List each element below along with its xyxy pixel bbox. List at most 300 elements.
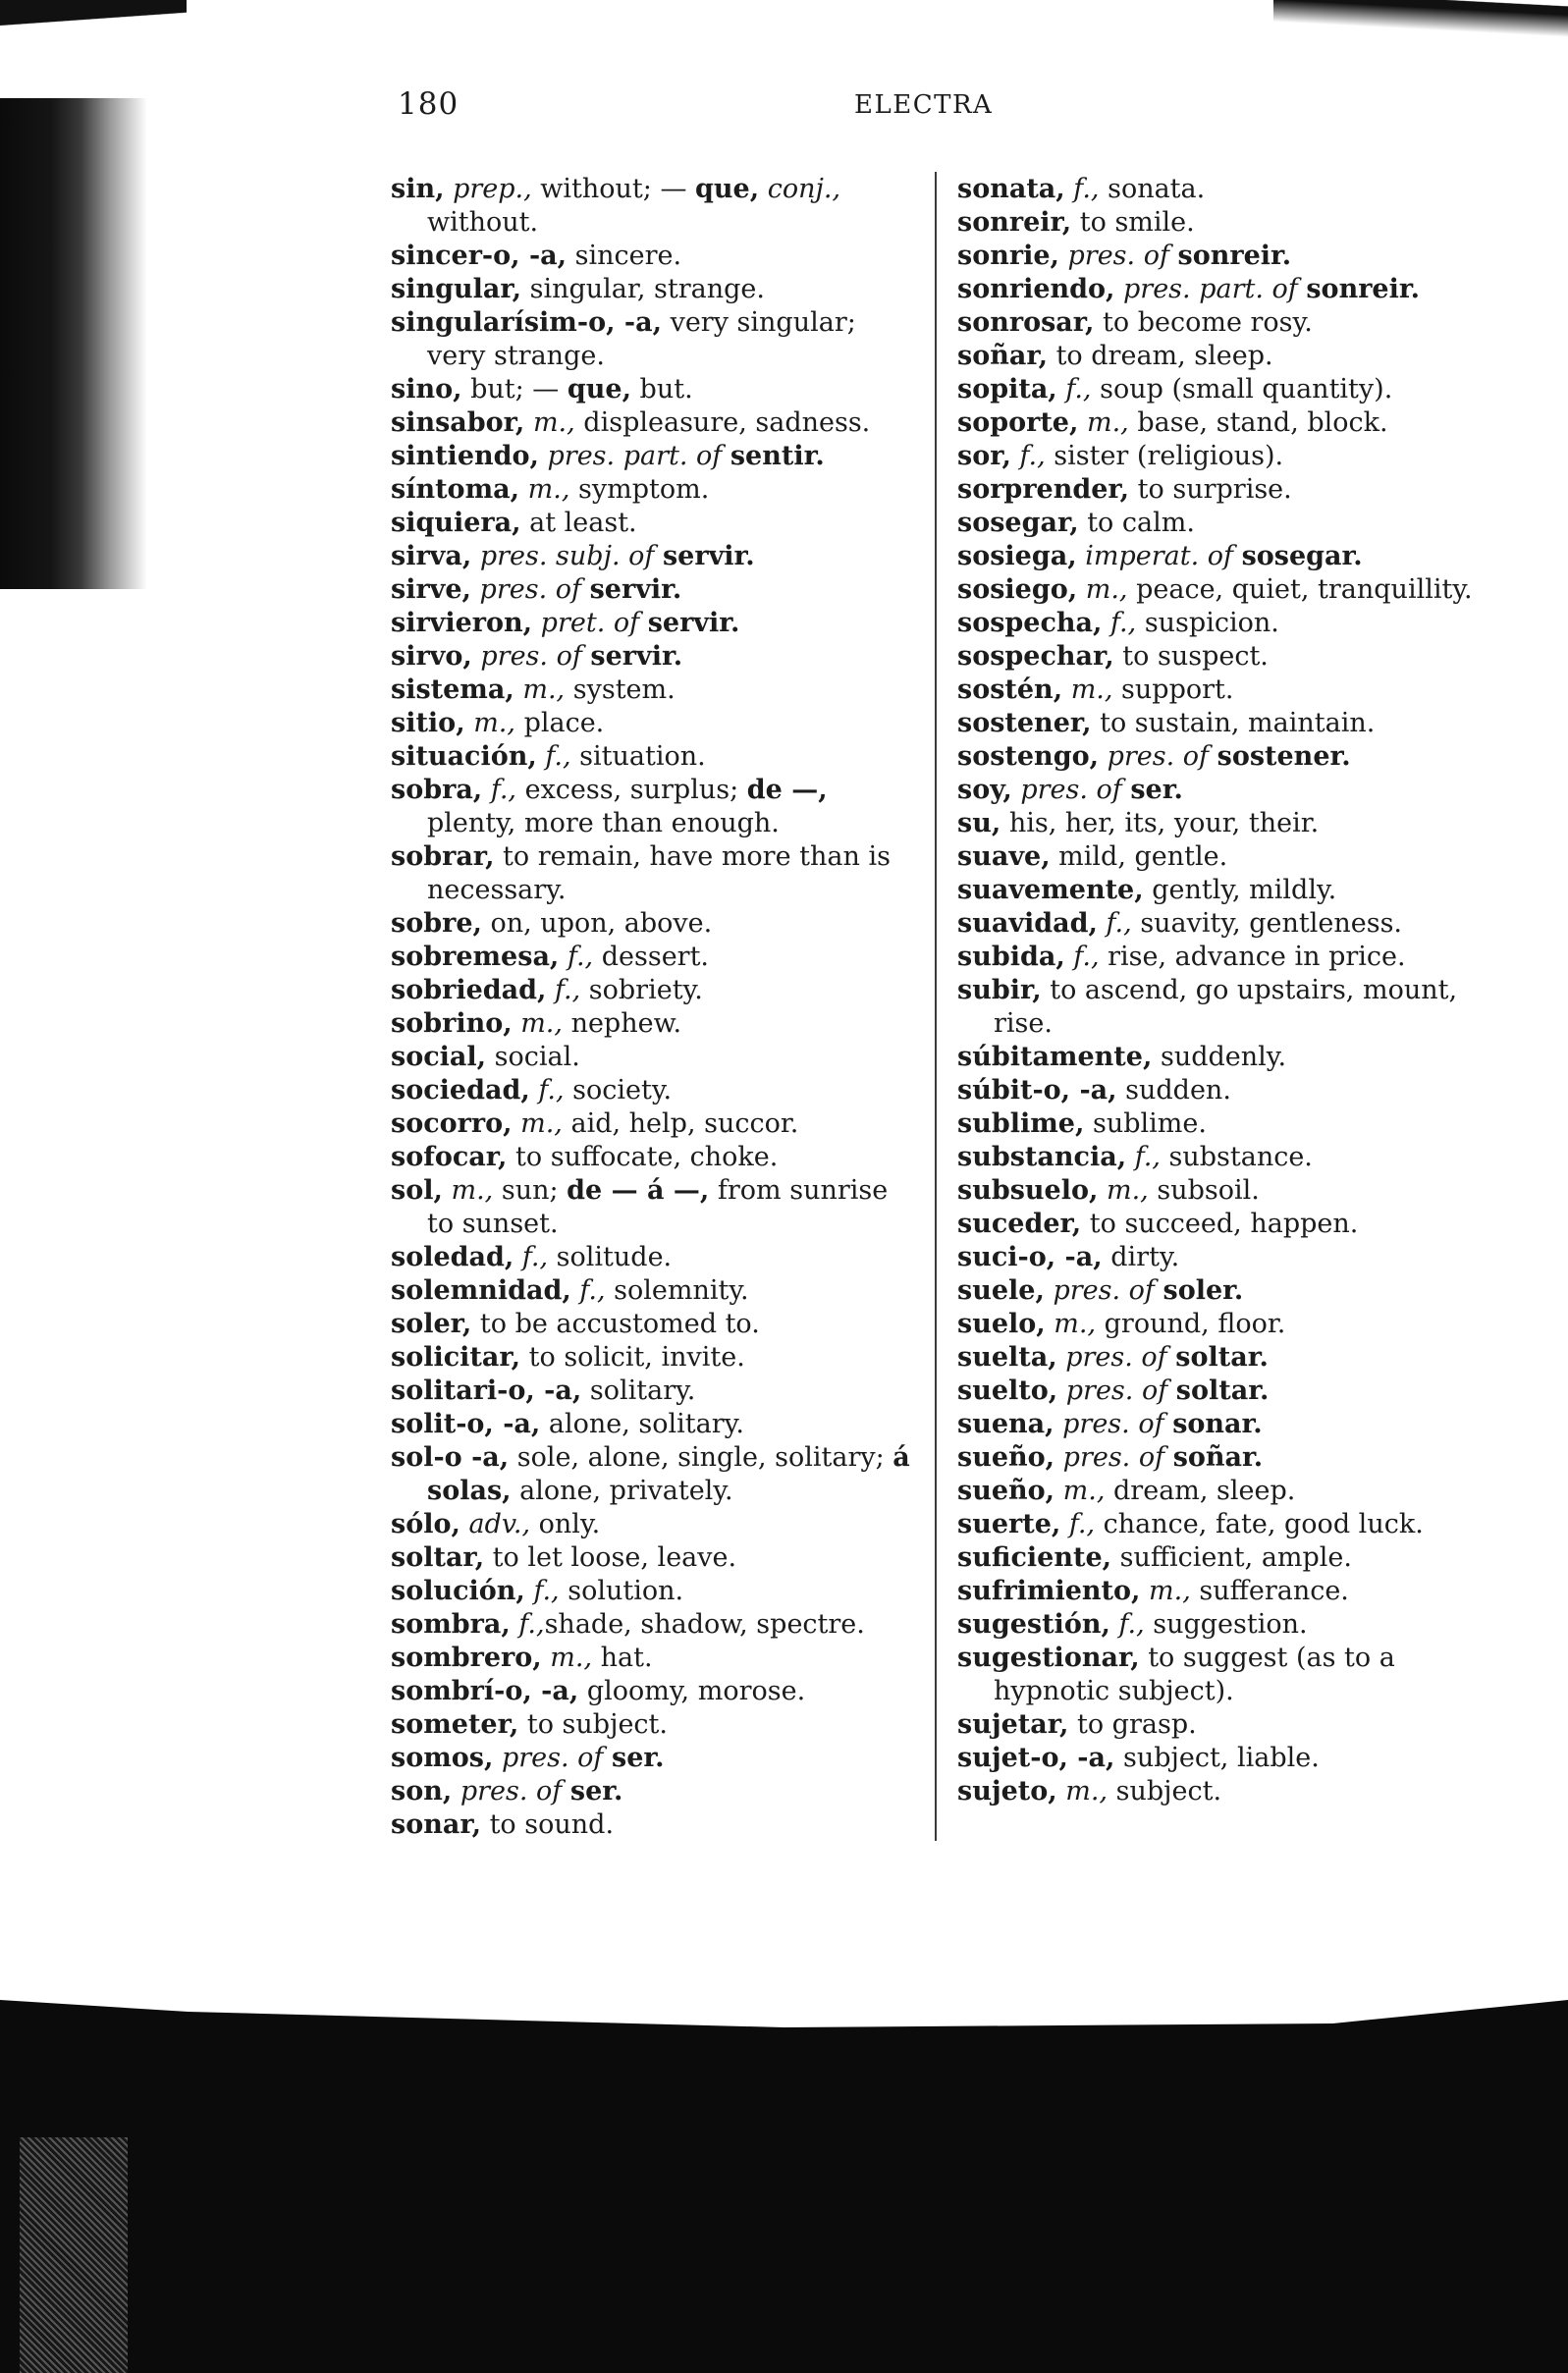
grammar-label: f., xyxy=(1068,1509,1096,1539)
definition-text: sudden. xyxy=(1116,1075,1231,1106)
grammar-label: f., xyxy=(1110,608,1137,638)
headword: solitari-o, -a, xyxy=(391,1375,582,1406)
glossary-entry xyxy=(391,1174,921,1241)
grammar-label: f., xyxy=(1134,1142,1161,1172)
grammar-label: prep., xyxy=(453,174,532,204)
headword: sopita, xyxy=(957,374,1057,404)
definition-text xyxy=(1164,1442,1173,1473)
definition-text: system. xyxy=(565,674,676,705)
definition-text: very singular; very strange. xyxy=(427,307,856,371)
definition-text xyxy=(581,574,590,605)
grammar-label: pres. of xyxy=(1065,1342,1167,1373)
headword: sonriendo, xyxy=(957,274,1115,304)
glossary-entry xyxy=(957,941,1487,974)
definition-text: to grasp. xyxy=(1068,1709,1197,1740)
glossary-entry xyxy=(957,1575,1487,1608)
headword: suceder, xyxy=(957,1209,1082,1239)
glossary-entry xyxy=(957,1475,1487,1508)
definition-text: suavity, gentleness. xyxy=(1131,908,1403,939)
subentry-headword: soltar. xyxy=(1175,1342,1269,1373)
subentry-headword: sosegar. xyxy=(1241,541,1363,571)
definition-text xyxy=(1167,1342,1176,1373)
glossary-entry xyxy=(391,941,921,974)
definition-text: substance. xyxy=(1160,1142,1313,1172)
subentry-headword: servir. xyxy=(590,641,683,672)
glossary-entry xyxy=(957,640,1487,674)
glossary-entry xyxy=(391,1675,921,1708)
glossary-entry xyxy=(391,1608,921,1642)
glossary-entry xyxy=(957,1041,1487,1074)
glossary-entry xyxy=(391,507,921,540)
headword: sostener, xyxy=(957,708,1092,738)
glossary-entry xyxy=(957,1541,1487,1575)
headword: suavemente, xyxy=(957,875,1144,905)
glossary-entry xyxy=(957,1508,1487,1541)
glossary-entry xyxy=(391,1408,921,1441)
grammar-label: m., xyxy=(1086,407,1129,438)
glossary-entry xyxy=(957,907,1487,941)
definition-text: to succeed, happen. xyxy=(1081,1209,1359,1239)
glossary-entry xyxy=(957,473,1487,507)
glossary-entry xyxy=(957,173,1487,206)
glossary-entry xyxy=(957,1308,1487,1341)
definition-text: solemnity. xyxy=(605,1275,749,1306)
headword: sofocar, xyxy=(391,1142,508,1172)
headword: sintiendo, xyxy=(391,441,539,471)
glossary-entry xyxy=(957,540,1487,573)
subentry-headword: ser. xyxy=(612,1743,665,1773)
headword: sujetar, xyxy=(957,1709,1069,1740)
definition-text: subject, liable. xyxy=(1114,1743,1320,1773)
glossary-entry xyxy=(391,540,921,573)
definition-text: displeasure, sadness. xyxy=(574,407,871,438)
grammar-label: pres. subj. of xyxy=(479,541,655,571)
glossary-entry xyxy=(391,707,921,740)
subentry-headword: soltar. xyxy=(1175,1375,1270,1406)
definition-text: support. xyxy=(1112,674,1234,705)
definition-text: ground, floor. xyxy=(1096,1309,1286,1339)
definition-text: to ascend, go upstairs, mount, rise. xyxy=(994,975,1458,1039)
grammar-label: pres. part. of xyxy=(1123,274,1298,304)
glossary-entry xyxy=(391,907,921,941)
definition-text xyxy=(759,174,768,204)
headword: suelto, xyxy=(957,1375,1058,1406)
subentry-headword: servir. xyxy=(662,541,755,571)
headword: somos, xyxy=(391,1743,494,1773)
grammar-label: pres. of xyxy=(1065,1375,1168,1406)
glossary-entry xyxy=(391,774,921,840)
grammar-label: f., xyxy=(1106,908,1132,939)
grammar-label: pres. of xyxy=(480,641,582,672)
definition-text: sister (religious). xyxy=(1045,441,1284,471)
glossary-entry xyxy=(957,840,1487,874)
definition-text: to calm. xyxy=(1078,508,1195,538)
subentry-headword: de — á —, xyxy=(567,1175,710,1206)
glossary-entry xyxy=(957,1642,1487,1708)
glossary-entry xyxy=(391,1742,921,1775)
glossary-entry xyxy=(391,406,921,440)
subentry-headword: á solas, xyxy=(427,1442,910,1506)
definition-text: base, stand, block. xyxy=(1128,407,1388,438)
definition-text: subject. xyxy=(1108,1776,1222,1807)
definition-text xyxy=(1164,1409,1173,1439)
glossary-entry xyxy=(957,674,1487,707)
headword: sostén, xyxy=(957,674,1063,705)
glossary-entry xyxy=(957,1141,1487,1174)
definition-text: to surprise. xyxy=(1129,474,1292,505)
headword: sonata, xyxy=(957,174,1065,204)
glossary-entry xyxy=(957,740,1487,774)
headword: sombrí-o, -a, xyxy=(391,1676,579,1706)
glossary-entry xyxy=(957,1174,1487,1208)
headword: sirvieron, xyxy=(391,608,533,638)
grammar-label: m., xyxy=(520,1008,563,1039)
definition-text: chance, fate, good luck. xyxy=(1095,1509,1424,1539)
headword: soporte, xyxy=(957,407,1079,438)
grammar-label: pres. of xyxy=(1062,1409,1164,1439)
glossary-entry xyxy=(957,440,1487,473)
glossary-entry xyxy=(391,1541,921,1575)
glossary-entry xyxy=(957,607,1487,640)
grammar-label: f., xyxy=(533,1576,560,1606)
glossary-entry xyxy=(391,1642,921,1675)
definition-text: sublime. xyxy=(1084,1108,1207,1139)
grammar-label: pret. of xyxy=(540,608,640,638)
headword: sociedad, xyxy=(391,1075,530,1106)
glossary-entry xyxy=(957,1375,1487,1408)
subentry-headword: servir. xyxy=(647,608,740,638)
headword: su, xyxy=(957,808,1001,838)
subentry-headword: sostener. xyxy=(1217,741,1351,772)
grammar-label: f., xyxy=(538,1075,565,1106)
headword: sombrero, xyxy=(391,1643,542,1673)
glossary-entry xyxy=(391,1141,921,1174)
headword: sistema, xyxy=(391,674,514,705)
glossary-entry xyxy=(391,1074,921,1107)
glossary-entry xyxy=(391,1241,921,1274)
headword: substancia, xyxy=(957,1142,1127,1172)
headword: sin, xyxy=(391,174,445,204)
definition-text: subsoil. xyxy=(1148,1175,1260,1206)
definition-text: without. xyxy=(427,207,539,238)
headword: sujet-o, -a, xyxy=(957,1743,1115,1773)
definition-text: sufferance. xyxy=(1190,1576,1349,1606)
glossary-entry xyxy=(957,1241,1487,1274)
definition-text xyxy=(1233,541,1242,571)
definition-text: shade, shadow, spectre. xyxy=(544,1609,865,1640)
glossary-entry xyxy=(957,273,1487,306)
headword: subsuelo, xyxy=(957,1175,1099,1206)
headword: sobrino, xyxy=(391,1008,513,1039)
headword: sublime, xyxy=(957,1108,1085,1139)
grammar-label: m., xyxy=(550,1643,593,1673)
definition-text: sufficient, ample. xyxy=(1111,1542,1352,1573)
definition-text: his, her, its, your, their. xyxy=(1000,808,1320,838)
definition-text: to suffocate, choke. xyxy=(507,1142,779,1172)
definition-text xyxy=(1209,741,1217,772)
headword: suena, xyxy=(957,1409,1054,1439)
glossary-entry xyxy=(391,1508,921,1541)
headword: sombra, xyxy=(391,1609,511,1640)
grammar-label: adv., xyxy=(468,1509,531,1539)
grammar-label: pres. of xyxy=(1020,775,1122,805)
glossary-entry xyxy=(957,306,1487,340)
glossary-entry xyxy=(391,674,921,707)
headword: sonreir, xyxy=(957,207,1072,238)
definition-text: dirty. xyxy=(1102,1242,1180,1272)
grammar-label: f., xyxy=(545,741,571,772)
headword: soler, xyxy=(391,1309,472,1339)
grammar-label: pres. of xyxy=(1067,241,1169,271)
definition-text: sun; xyxy=(493,1175,568,1206)
definition-text: gloomy, morose. xyxy=(578,1676,806,1706)
glossary-entry xyxy=(957,974,1487,1041)
headword: sosegar, xyxy=(957,508,1079,538)
definition-text: to be accustomed to. xyxy=(471,1309,760,1339)
glossary-entry xyxy=(391,740,921,774)
headword: soltar, xyxy=(391,1542,485,1573)
definition-text: singular, strange. xyxy=(521,274,765,304)
glossary-entry xyxy=(957,1074,1487,1107)
grammar-label: m., xyxy=(1065,1776,1108,1807)
grammar-label: pres. of xyxy=(1053,1275,1155,1306)
definition-text: hat. xyxy=(592,1643,653,1673)
glossary-entry xyxy=(957,1775,1487,1808)
headword: sol, xyxy=(391,1175,443,1206)
headword: sospechar, xyxy=(957,641,1114,672)
subentry-headword: sonreir. xyxy=(1177,241,1292,271)
definition-text: suspicion. xyxy=(1136,608,1279,638)
grammar-label: pres. of xyxy=(501,1743,604,1773)
glossary-entry xyxy=(391,1775,921,1808)
subentry-headword: soñar. xyxy=(1172,1442,1264,1473)
subentry-headword: sonar. xyxy=(1172,1409,1263,1439)
headword: sobriedad, xyxy=(391,975,547,1005)
definition-text: excess, surplus; xyxy=(516,775,747,805)
glossary-entry xyxy=(391,373,921,406)
definition-text: peace, quiet, tranquillity. xyxy=(1127,574,1473,605)
definition-text xyxy=(639,608,648,638)
definition-text: but; — xyxy=(461,374,568,404)
headword: sobra, xyxy=(391,775,483,805)
headword: sonrosar, xyxy=(957,307,1095,338)
definition-text: without; — xyxy=(531,174,696,204)
definition-text: mild, gentle. xyxy=(1050,841,1228,872)
glossary-entry xyxy=(391,1041,921,1074)
glossary-entry xyxy=(391,1007,921,1041)
headword: sujeto, xyxy=(957,1776,1057,1807)
headword: sosiega, xyxy=(957,541,1077,571)
headword: sonar, xyxy=(391,1809,481,1840)
headword: sinsabor, xyxy=(391,407,525,438)
definition-text: to dream, sleep. xyxy=(1048,341,1273,371)
definition-text: to remain, have more than is necessary. xyxy=(427,841,891,905)
grammar-label: f., xyxy=(579,1275,606,1306)
definition-text: from sunrise to sunset. xyxy=(427,1175,889,1239)
glossary-column-left xyxy=(391,173,921,1842)
glossary-entry xyxy=(957,1341,1487,1375)
headword: sugestionar, xyxy=(957,1643,1140,1673)
glossary-entry xyxy=(957,340,1487,373)
glossary-entry xyxy=(391,573,921,607)
book-spine-shadow xyxy=(0,98,147,589)
definition-text: to suggest (as to a hypnotic subject). xyxy=(994,1643,1395,1706)
definition-text: to sustain, maintain. xyxy=(1091,708,1376,738)
definition-text: suggestion. xyxy=(1144,1609,1308,1640)
headword: sor, xyxy=(957,441,1011,471)
glossary-entry xyxy=(391,974,921,1007)
glossary-column-right xyxy=(957,173,1487,1808)
scan-edge-top-left xyxy=(0,0,187,59)
definition-text: rise, advance in price. xyxy=(1099,942,1406,972)
subentry-headword: ser. xyxy=(1130,775,1183,805)
definition-text xyxy=(562,1776,570,1807)
column-divider xyxy=(935,172,937,1841)
grammar-label: pres. of xyxy=(460,1776,563,1807)
headword: sirve, xyxy=(391,574,471,605)
definition-text: dessert. xyxy=(593,942,710,972)
definition-text: solitude. xyxy=(548,1242,673,1272)
glossary-entry xyxy=(957,1742,1487,1775)
headword: sólo, xyxy=(391,1509,460,1539)
definition-text: alone, privately. xyxy=(511,1476,733,1506)
glossary-entry xyxy=(391,273,921,306)
headword: sostengo, xyxy=(957,741,1099,772)
grammar-label: m., xyxy=(451,1175,494,1206)
grammar-label: m., xyxy=(527,474,570,505)
definition-text: gently, mildly. xyxy=(1143,875,1337,905)
glossary-entry xyxy=(391,440,921,473)
headword: situación, xyxy=(391,741,537,772)
glossary-entry xyxy=(957,573,1487,607)
definition-text: but. xyxy=(630,374,693,404)
glossary-entry xyxy=(957,707,1487,740)
grammar-label: f., xyxy=(567,942,594,972)
grammar-label: f., xyxy=(1065,374,1092,404)
headword: sol-o -a, xyxy=(391,1442,510,1473)
definition-text: to suspect. xyxy=(1113,641,1269,672)
scan-bottom-border xyxy=(0,1980,1568,2373)
glossary-entry xyxy=(391,1808,921,1842)
subentry-headword: sentir. xyxy=(730,441,825,471)
glossary-entry xyxy=(391,1708,921,1742)
definition-text: situation. xyxy=(570,741,706,772)
glossary-entry xyxy=(391,1375,921,1408)
grammar-label: m., xyxy=(522,674,566,705)
headword: singular, xyxy=(391,274,522,304)
glossary-entry xyxy=(957,1708,1487,1742)
headword: son, xyxy=(391,1776,453,1807)
glossary-entry xyxy=(957,874,1487,907)
headword: suci-o, -a, xyxy=(957,1242,1103,1272)
grammar-label: m., xyxy=(1070,674,1113,705)
definition-text xyxy=(1167,1375,1176,1406)
glossary-entry xyxy=(391,306,921,373)
glossary-entry xyxy=(957,1208,1487,1241)
headword: solución, xyxy=(391,1576,525,1606)
definition-text: to smile. xyxy=(1071,207,1195,238)
subentry-headword: servir. xyxy=(589,574,682,605)
headword: sitio, xyxy=(391,708,465,738)
definition-text: to sound. xyxy=(481,1809,615,1840)
grammar-label: m., xyxy=(1085,574,1128,605)
glossary-entry xyxy=(957,1441,1487,1475)
definition-text xyxy=(1155,1275,1163,1306)
definition-text xyxy=(654,541,663,571)
definition-text: sole, alone, single, solitary; xyxy=(509,1442,893,1473)
glossary-entry xyxy=(957,774,1487,807)
definition-text: soup (small quantity). xyxy=(1091,374,1393,404)
headword: social, xyxy=(391,1042,487,1072)
headword: suele, xyxy=(957,1275,1045,1306)
definition-text: nephew. xyxy=(562,1008,682,1039)
subentry-headword: de —, xyxy=(746,775,828,805)
definition-text: on, upon, above. xyxy=(481,908,713,939)
definition-text: alone, solitary. xyxy=(540,1409,744,1439)
subentry-headword: ser. xyxy=(569,1776,623,1807)
headword: soy, xyxy=(957,775,1012,805)
headword: sobrar, xyxy=(391,841,495,872)
glossary-entry xyxy=(391,1341,921,1375)
glossary-entry xyxy=(391,607,921,640)
headword: solicitar, xyxy=(391,1342,521,1373)
page-number: 180 xyxy=(398,86,460,122)
headword: sosiego, xyxy=(957,574,1078,605)
headword: sonrie, xyxy=(957,241,1059,271)
grammar-label: conj., xyxy=(767,174,841,204)
headword: suficiente, xyxy=(957,1542,1112,1573)
headword: solit-o, -a, xyxy=(391,1409,541,1439)
definition-text: at least. xyxy=(520,508,637,538)
glossary-entry xyxy=(391,640,921,674)
grammar-label: pres. of xyxy=(479,574,581,605)
grammar-label: pres. of xyxy=(1062,1442,1165,1473)
glossary-entry xyxy=(957,1274,1487,1308)
glossary-entry xyxy=(957,1408,1487,1441)
headword: suelo, xyxy=(957,1309,1046,1339)
glossary-entry xyxy=(391,173,921,240)
definition-text: sonata. xyxy=(1099,174,1206,204)
glossary-entry xyxy=(391,240,921,273)
glossary-entry xyxy=(957,240,1487,273)
definition-text: to subject. xyxy=(518,1709,668,1740)
grammar-label: m., xyxy=(520,1108,563,1139)
headword: súbitamente, xyxy=(957,1042,1153,1072)
headword: sueño, xyxy=(957,1442,1055,1473)
grammar-label: f., xyxy=(518,1609,545,1640)
grammar-label: m., xyxy=(473,708,515,738)
glossary-entry xyxy=(957,1107,1487,1141)
glossary-entry xyxy=(957,507,1487,540)
subentry-headword: que, xyxy=(567,374,631,404)
glossary-entry xyxy=(391,1308,921,1341)
grammar-label: f., xyxy=(1118,1609,1145,1640)
definition-text: sincere. xyxy=(567,241,682,271)
headword: sincer-o, -a, xyxy=(391,241,568,271)
scan-edge-top-right xyxy=(1273,0,1568,59)
definition-text: solitary. xyxy=(581,1375,696,1406)
grammar-label: f., xyxy=(490,775,517,805)
headword: síntoma, xyxy=(391,474,520,505)
headword: socorro, xyxy=(391,1108,513,1139)
grammar-label: imperat. of xyxy=(1085,541,1233,571)
running-title: ELECTRA xyxy=(854,90,994,120)
glossary-entry xyxy=(957,406,1487,440)
grammar-label: m., xyxy=(1149,1576,1191,1606)
subentry-headword: que, xyxy=(695,174,760,204)
definition-text: to become rosy. xyxy=(1094,307,1313,338)
scan-bottom-speckle xyxy=(20,2137,128,2373)
